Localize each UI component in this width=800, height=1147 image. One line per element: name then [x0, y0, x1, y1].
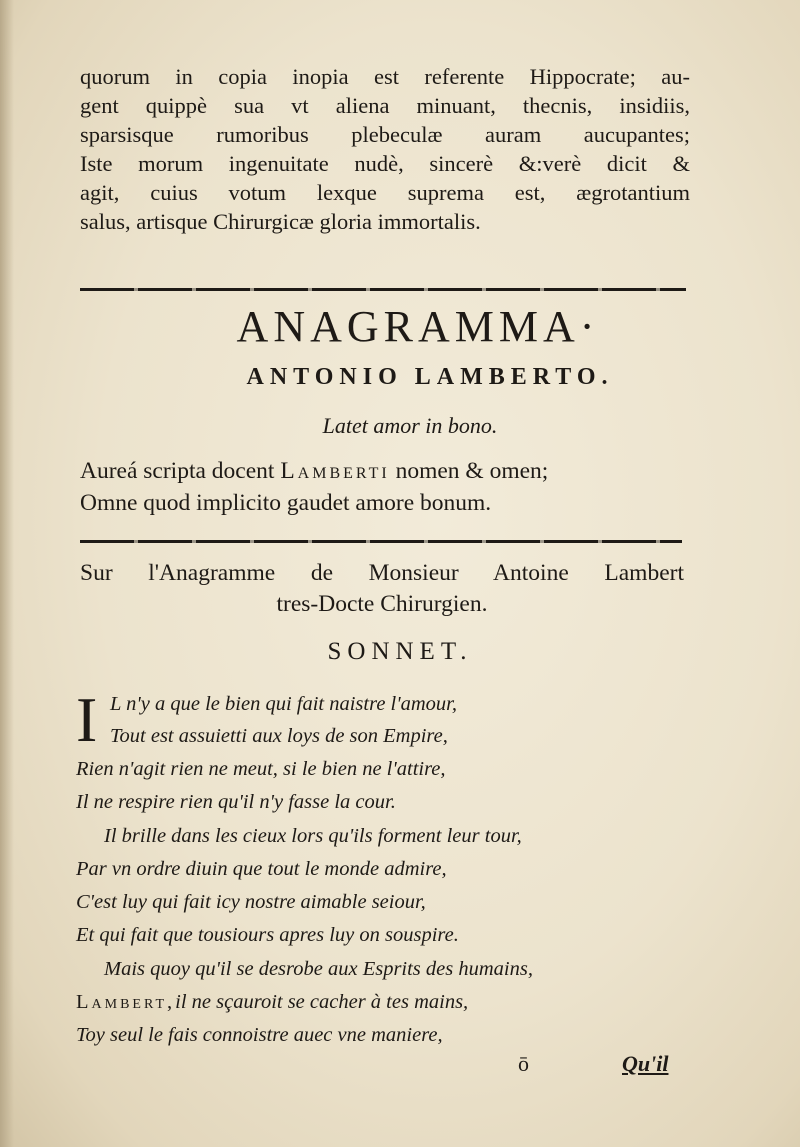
sonnet-line: Tout est assuietti aux loys de son Empire, [110, 725, 448, 747]
sonnet-line: Rien n'agit rien ne meut, si le bien ne l'attire, [76, 758, 446, 780]
sonnet-line: Il brille dans les cieux lors qu'ils forment leur tour, [104, 825, 522, 847]
sonnet-line: Toy seul le fais connoistre auec vne maniere, [76, 1024, 443, 1046]
sonnet-line: L n'y a que le bien qui fait naistre l'amour, [110, 693, 458, 715]
sonnet-line: Et qui fait que tousiours apres luy on souspire. [76, 924, 459, 946]
prose-paragraph [80, 62, 690, 236]
prose-line: Iste morum ingenuitate nudè, sincerè &:verè dicit & [80, 151, 690, 176]
prose-line: quorum in copia inopia est referente Hippocrate; au- [80, 64, 690, 89]
prose-line: sparsisque rumoribus plebeculæ auram aucupantes; [80, 122, 690, 147]
sonnet-line: C'est luy qui fait icy nostre aimable seiour, [76, 891, 426, 913]
anagram-motto: Latet amor in bono. [322, 413, 498, 438]
page-gutter-shadow [0, 0, 14, 1147]
prose-line: agit, cuius votum lexque suprema est, ægrotantium [80, 180, 690, 205]
distich-text: nomen & omen; [389, 458, 549, 484]
distich-line [80, 456, 680, 486]
sonnet-line: Mais quoy qu'il se desrobe aux Esprits des humains, [104, 958, 533, 980]
anagram-name: ANTONIO LAMBERTO. [246, 364, 614, 390]
ornamental-rule [80, 540, 682, 543]
sonnet-line [76, 988, 468, 1016]
catchword: Qu'il [622, 1051, 669, 1076]
distich-line: Omne quod implicito gaudet amore bonum. [80, 490, 492, 516]
prose-line: gent quippè sua vt aliena minuant, thecnis, insidiis, [80, 93, 690, 118]
anagram-title: ANAGRAMMA· [236, 302, 600, 351]
prose-line: salus, artisque Chirurgicæ gloria immortalis. [80, 209, 481, 234]
signature-mark: ō [518, 1051, 529, 1076]
drop-cap: I [76, 684, 98, 755]
dedication [80, 558, 684, 620]
sonnet-heading: SONNET. [327, 638, 473, 665]
distich-text: Aureá scripta docent [80, 458, 281, 484]
ornamental-rule [80, 288, 686, 291]
dedication-line: tres-Docte Chirurgien. [276, 591, 488, 617]
sonnet-line: Par vn ordre diuin que tout le monde admire, [76, 858, 447, 880]
dedication-line: Sur l'Anagramme de Monsieur Antoine Lambert [80, 560, 684, 586]
sonnet-line: Il ne respire rien qu'il n'y fasse la cour. [76, 791, 396, 813]
distich-name: Lamberti [280, 458, 390, 484]
sonnet-name: Lambert, [76, 991, 176, 1013]
sonnet-text: il ne sçauroit se cacher à tes mains, [175, 991, 469, 1013]
